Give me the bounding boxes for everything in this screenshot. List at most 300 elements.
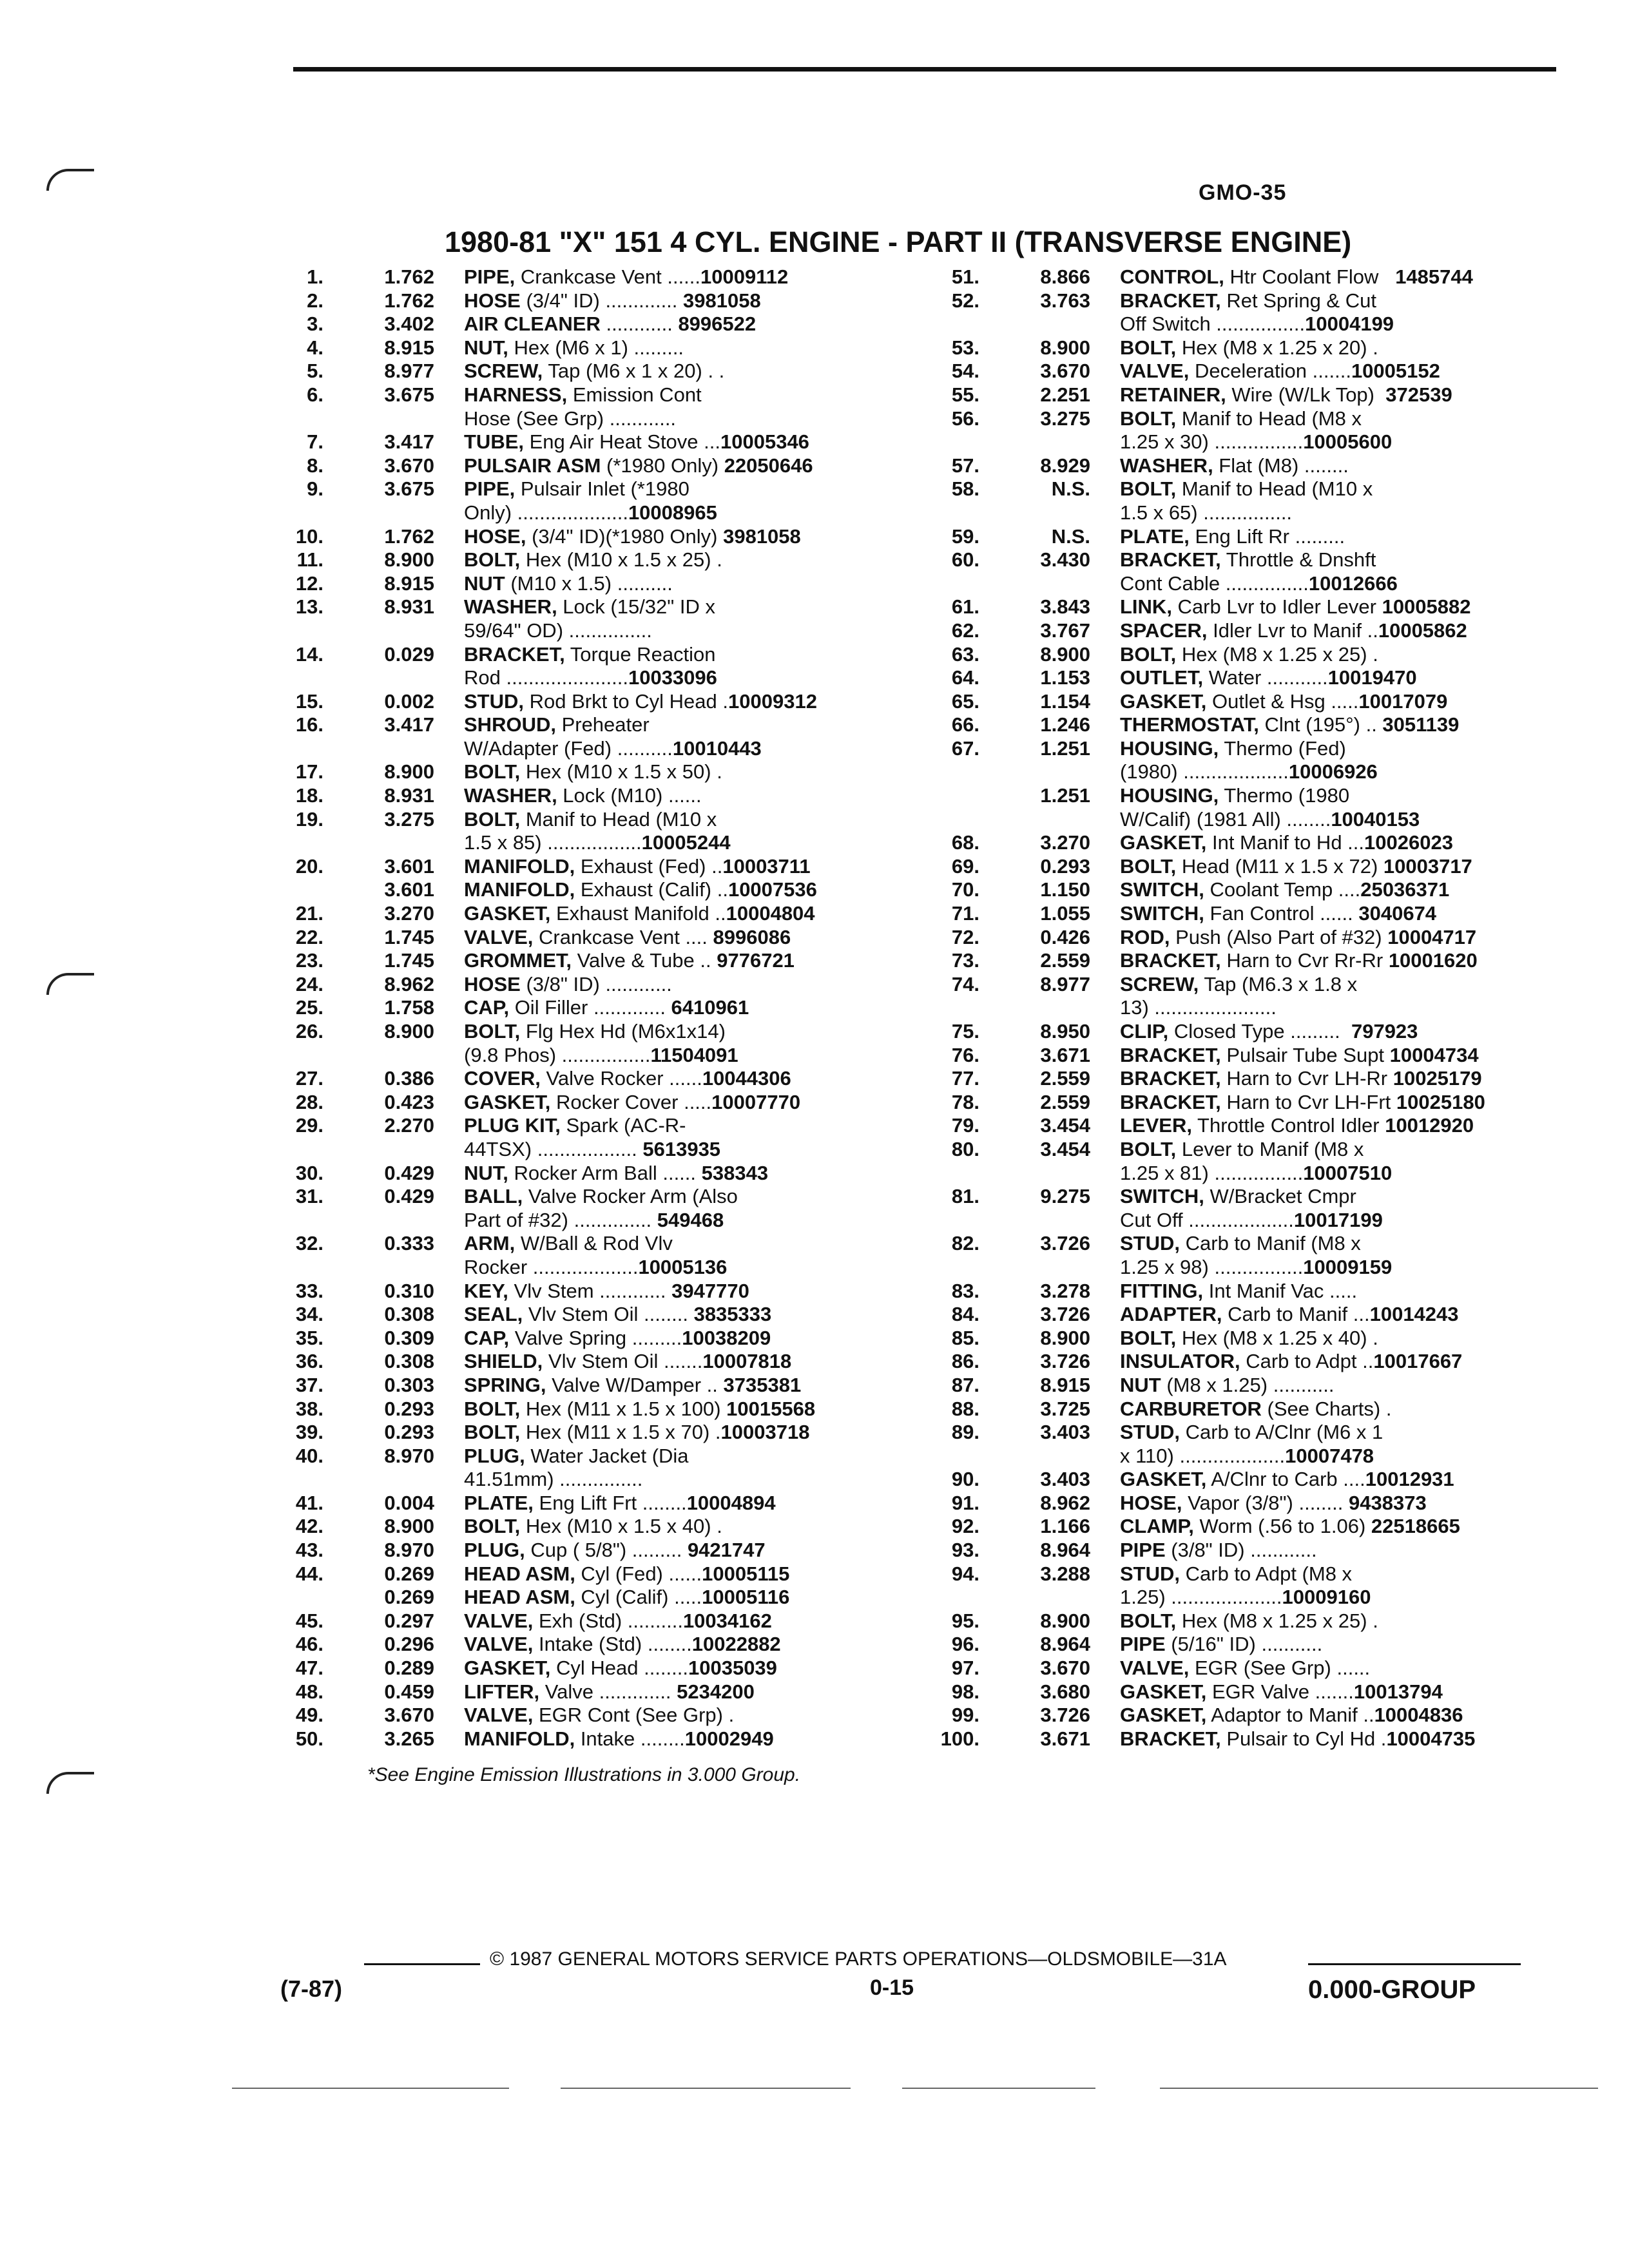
part-description	[464, 1421, 896, 1445]
part-detail: Lock (M10) ......	[557, 784, 702, 807]
part-number: 549468	[657, 1208, 724, 1231]
part-number: 10007818	[702, 1350, 792, 1373]
part-description	[464, 289, 896, 313]
part-detail: Lever to Manif (M8 x	[1176, 1137, 1364, 1160]
group-number: 8.929	[1040, 454, 1090, 477]
part-number: 10004735	[1386, 1727, 1476, 1750]
group-number: 3.726	[1040, 1232, 1090, 1255]
parts-row	[933, 454, 1552, 478]
group-number: 0.459	[384, 1680, 434, 1703]
part-number: 10003718	[720, 1421, 810, 1444]
part-name: AIR CLEANER	[464, 312, 601, 336]
part-detail: Eng Lift Rr .........	[1189, 524, 1345, 548]
item-number: 49.	[295, 1704, 323, 1727]
parts-row	[277, 1398, 896, 1421]
part-detail: Water Jacket (Dia	[525, 1444, 689, 1467]
part-number: 10019470	[1327, 666, 1417, 689]
part-name: MANIFOLD,	[464, 1727, 575, 1750]
parts-row	[933, 572, 1552, 596]
part-description	[464, 595, 896, 619]
part-description	[1120, 1067, 1552, 1091]
item-number: 35.	[295, 1326, 323, 1349]
item-number: 32.	[295, 1232, 323, 1255]
part-number: 10007478	[1285, 1444, 1374, 1467]
part-name: BOLT,	[1120, 336, 1177, 359]
part-description	[1120, 855, 1552, 879]
parts-row	[277, 1492, 896, 1515]
part-detail: Flg Hex Hd (M6x1x14)	[520, 1020, 726, 1043]
part-description	[1120, 1727, 1552, 1751]
parts-row	[933, 784, 1552, 808]
parts-row	[277, 1327, 896, 1350]
part-detail: Valve .............	[539, 1680, 677, 1703]
part-description	[1120, 737, 1552, 761]
parts-row	[277, 1445, 896, 1468]
part-detail: Int Manif to Hd ...	[1206, 831, 1365, 854]
part-name: STUD,	[1120, 1232, 1180, 1255]
part-description	[1120, 360, 1552, 383]
part-detail: Thermo (1980	[1219, 784, 1350, 807]
group-number: 8.900	[1040, 1609, 1090, 1632]
part-number: 10005116	[702, 1586, 790, 1609]
part-detail: Ret Spring & Cut	[1220, 289, 1376, 312]
part-name: GASKET,	[1120, 1680, 1207, 1703]
parts-row	[277, 1539, 896, 1562]
item-number: 56.	[951, 407, 979, 430]
part-detail: (3/4" ID) .............	[520, 289, 684, 312]
group-number: 8.900	[1040, 1326, 1090, 1349]
part-detail: Hex (M10 x 1.5 x 25) .	[520, 548, 722, 572]
part-detail: Exhaust Manifold ..	[550, 902, 726, 925]
part-description	[464, 1468, 896, 1492]
part-name: BRACKET,	[1120, 1043, 1221, 1066]
part-description	[464, 1067, 896, 1091]
parts-row	[277, 1232, 896, 1256]
part-description	[464, 973, 896, 997]
parts-list-left	[277, 265, 896, 1751]
page-number: 0-15	[870, 1975, 914, 2000]
part-description	[1120, 643, 1552, 667]
parts-row	[933, 1162, 1552, 1186]
part-number: 3040674	[1358, 902, 1437, 925]
part-description	[464, 525, 896, 549]
part-description	[1120, 289, 1552, 313]
group-number: 1.762	[384, 289, 434, 312]
group-number: 3.675	[384, 383, 434, 406]
group-number: 8.900	[384, 1515, 434, 1538]
item-number: 41.	[295, 1491, 323, 1514]
item-number: 89.	[951, 1421, 979, 1444]
part-description	[464, 643, 896, 667]
parts-row	[277, 1374, 896, 1398]
parts-row	[277, 1185, 896, 1209]
parts-row	[277, 1303, 896, 1327]
part-name: GROMMET,	[464, 949, 572, 972]
binding-mark	[46, 169, 94, 191]
parts-row	[277, 808, 896, 832]
part-description	[1120, 926, 1552, 950]
parts-row	[277, 878, 896, 902]
group-number: 3.601	[384, 854, 434, 878]
item-number: 46.	[295, 1633, 323, 1656]
part-name: PIPE,	[464, 477, 516, 501]
group-number: 0.309	[384, 1326, 434, 1349]
part-name: BOLT,	[464, 548, 521, 572]
part-description	[464, 713, 896, 737]
part-name: BOLT,	[1120, 642, 1177, 666]
part-name: BRACKET,	[1120, 1090, 1221, 1113]
item-number: 93.	[951, 1539, 979, 1562]
group-number: 3.843	[1040, 595, 1090, 619]
parts-row	[933, 1633, 1552, 1657]
part-number: 10044306	[702, 1067, 791, 1090]
part-name: COVER,	[464, 1067, 541, 1090]
group-number: 1.762	[384, 524, 434, 548]
item-number: 6.	[307, 383, 323, 406]
parts-row	[277, 1633, 896, 1657]
item-number: 55.	[951, 383, 979, 406]
group-number: 0.308	[384, 1303, 434, 1326]
item-number: 2.	[307, 289, 323, 312]
part-detail: x 110) ...................	[1120, 1444, 1286, 1467]
part-name: GASKET,	[1120, 1468, 1207, 1491]
part-name: GASKET,	[1120, 831, 1207, 854]
item-number: 16.	[295, 713, 323, 736]
part-description	[1120, 878, 1552, 902]
item-number: 62.	[951, 619, 979, 642]
parts-row	[933, 1704, 1552, 1727]
part-name: STUD,	[1120, 1562, 1180, 1585]
part-description	[464, 666, 896, 690]
part-description	[1120, 831, 1552, 855]
part-name: SCREW,	[464, 360, 543, 383]
parts-row	[277, 1586, 896, 1610]
part-name: PIPE	[1120, 1539, 1166, 1562]
parts-row	[933, 1020, 1552, 1044]
parts-row	[933, 1398, 1552, 1421]
item-number: 9.	[307, 477, 323, 501]
part-description	[1120, 1138, 1552, 1162]
part-detail: (9.8 Phos) ................	[464, 1043, 651, 1066]
group-number: 8.915	[384, 336, 434, 359]
item-number: 96.	[951, 1633, 979, 1656]
part-description	[1120, 1020, 1552, 1044]
item-number: 11.	[296, 548, 323, 572]
parts-row	[933, 289, 1552, 313]
part-number: 10002949	[684, 1727, 774, 1750]
item-number: 81.	[951, 1185, 979, 1208]
part-name: CLAMP,	[1120, 1515, 1194, 1538]
part-name: ROD,	[1120, 925, 1170, 948]
item-number: 94.	[951, 1562, 979, 1585]
group-number: 0.308	[384, 1350, 434, 1373]
group-number: 3.670	[384, 454, 434, 477]
item-number: 50.	[295, 1727, 323, 1750]
part-description	[1120, 760, 1552, 784]
part-name: HOUSING,	[1120, 784, 1219, 807]
item-number: 87.	[951, 1373, 979, 1396]
part-description	[464, 430, 896, 454]
part-detail: Cut Off ...................	[1120, 1208, 1294, 1231]
part-description	[1120, 902, 1552, 926]
part-detail: Exhaust (Calif) ..	[575, 878, 728, 901]
part-detail: EGR (See Grp) ......	[1189, 1657, 1371, 1680]
item-number: 12.	[295, 572, 323, 595]
part-detail: Manif to Head (M10 x	[1176, 477, 1373, 501]
part-description	[1120, 265, 1552, 289]
part-name: PIPE,	[464, 265, 516, 288]
part-description	[1120, 1680, 1552, 1704]
group-number: 8.964	[1040, 1539, 1090, 1562]
part-name: BOLT,	[1120, 1326, 1177, 1349]
parts-row	[277, 1421, 896, 1445]
item-number: 74.	[951, 972, 979, 995]
parts-row	[933, 1114, 1552, 1138]
part-number: 10005862	[1378, 619, 1467, 642]
group-number: 1.154	[1040, 689, 1090, 713]
part-description	[464, 1586, 896, 1610]
part-detail: Hex (M10 x 1.5 x 50) .	[520, 760, 722, 783]
part-detail: (3/4" ID)(*1980 Only)	[526, 524, 724, 548]
part-name: WASHER,	[464, 595, 557, 619]
item-number: 76.	[951, 1043, 979, 1066]
part-description	[1120, 1657, 1552, 1680]
part-detail: Tap (M6 x 1 x 20) . .	[543, 360, 725, 383]
part-name: INSULATOR,	[1120, 1350, 1240, 1373]
part-number: 10007536	[728, 878, 817, 901]
part-description	[464, 572, 896, 596]
item-number: 10.	[295, 524, 323, 548]
part-name: PLUG KIT,	[464, 1114, 561, 1137]
part-description	[1120, 1185, 1552, 1209]
parts-row	[277, 548, 896, 572]
parts-row	[277, 996, 896, 1020]
part-number: 11504091	[650, 1043, 738, 1066]
part-number: 797923	[1351, 1020, 1418, 1043]
part-description	[1120, 1091, 1552, 1115]
item-number: 68.	[951, 831, 979, 854]
group-number: 8.970	[384, 1444, 434, 1467]
parts-row	[933, 666, 1552, 690]
scan-line	[1160, 2088, 1598, 2089]
part-detail: Throttle & Dnshft	[1220, 548, 1376, 572]
part-name: NUT,	[464, 336, 508, 359]
item-number: 5.	[307, 360, 323, 383]
part-description	[464, 1633, 896, 1657]
part-detail: Cont Cable ...............	[1120, 572, 1309, 595]
part-name: MANIFOLD,	[464, 854, 575, 878]
part-description	[464, 831, 896, 855]
group-number: 8.962	[384, 972, 434, 995]
part-description	[464, 407, 896, 431]
parts-row	[277, 1680, 896, 1704]
part-number: 10007770	[711, 1090, 801, 1113]
part-detail: Htr Coolant Flow	[1224, 265, 1396, 288]
part-description	[464, 784, 896, 808]
part-detail: Outlet & Hsg .....	[1206, 689, 1359, 713]
group-label: 0.000-GROUP	[1308, 1975, 1476, 2004]
parts-row	[933, 1468, 1552, 1492]
item-number: 86.	[951, 1350, 979, 1373]
part-number: 10005115	[702, 1562, 790, 1585]
part-description	[1120, 973, 1552, 997]
parts-row	[277, 949, 896, 973]
part-detail: Vlv Stem Oil ........	[523, 1303, 694, 1326]
parts-row	[933, 1044, 1552, 1068]
part-description	[464, 1303, 896, 1327]
part-name: BOLT,	[1120, 1137, 1177, 1160]
part-description	[464, 360, 896, 383]
part-number: 10012931	[1365, 1468, 1454, 1491]
footer-rule-right	[1308, 1963, 1521, 1965]
part-detail: Valve & Tube ..	[572, 949, 717, 972]
part-detail: Torque Reaction	[564, 642, 716, 666]
part-detail: Carb to Adpt ..	[1240, 1350, 1374, 1373]
item-number: 25.	[295, 996, 323, 1019]
part-name: BOLT,	[464, 1421, 521, 1444]
part-description	[1120, 1398, 1552, 1421]
part-detail: Crankcase Vent ....	[533, 925, 713, 948]
part-number: 10007510	[1303, 1161, 1393, 1184]
part-number: 10005600	[1303, 430, 1393, 454]
parts-row	[933, 1492, 1552, 1515]
part-detail: Harn to Cvr Rr-Rr	[1220, 949, 1389, 972]
group-number: 1.055	[1040, 902, 1090, 925]
part-name: CLIP,	[1120, 1020, 1169, 1043]
item-number: 57.	[951, 454, 979, 477]
parts-row	[277, 360, 896, 383]
part-name: LEVER,	[1120, 1114, 1192, 1137]
page-code: GMO-35	[1199, 180, 1287, 205]
parts-row	[933, 1256, 1552, 1280]
part-detail: Thermo (Fed)	[1219, 736, 1346, 760]
part-detail: Rocker Cover .....	[550, 1090, 712, 1113]
part-number: 22050646	[724, 454, 813, 477]
part-description	[464, 1445, 896, 1468]
part-name: MANIFOLD,	[464, 878, 575, 901]
parts-row	[933, 973, 1552, 997]
part-name: HOSE	[464, 289, 521, 312]
item-number: 36.	[295, 1350, 323, 1373]
part-name: GASKET,	[1120, 1704, 1207, 1727]
item-number: 95.	[951, 1609, 979, 1632]
item-number: 66.	[951, 713, 979, 736]
part-description	[464, 1020, 896, 1044]
part-name: VALVE,	[464, 1704, 534, 1727]
item-number: 78.	[951, 1090, 979, 1113]
group-number: 0.429	[384, 1185, 434, 1208]
part-name: SHROUD,	[464, 713, 556, 736]
part-detail: Spark (AC-R-	[560, 1114, 686, 1137]
parts-row	[933, 1350, 1552, 1374]
parts-row	[933, 1232, 1552, 1256]
parts-row	[933, 1303, 1552, 1327]
part-name: BOLT,	[1120, 477, 1177, 501]
part-detail: Rocker ...................	[464, 1255, 639, 1278]
parts-row	[933, 1327, 1552, 1350]
part-detail: Hex (M8 x 1.25 x 25) .	[1176, 642, 1378, 666]
group-number: 3.403	[1040, 1468, 1090, 1491]
item-number: 48.	[295, 1680, 323, 1703]
group-number: 3.671	[1040, 1043, 1090, 1066]
part-name: BRACKET,	[1120, 1727, 1221, 1750]
part-detail: Eng Lift Frt ........	[533, 1491, 687, 1514]
footer-rule-left	[364, 1963, 480, 1965]
part-name: GASKET,	[464, 1657, 551, 1680]
parts-row	[933, 265, 1552, 289]
part-name: CONTROL,	[1120, 265, 1224, 288]
part-description	[1120, 808, 1552, 832]
part-name: STUD,	[464, 689, 524, 713]
part-description	[464, 548, 896, 572]
part-name: CARBURETOR	[1120, 1397, 1262, 1420]
part-detail: 44TSX) ..................	[464, 1137, 643, 1160]
group-number: 3.670	[1040, 360, 1090, 383]
part-description	[1120, 595, 1552, 619]
part-description	[1120, 1327, 1552, 1350]
part-description	[464, 855, 896, 879]
part-number: 3835333	[693, 1303, 772, 1326]
part-number: 10012920	[1385, 1114, 1474, 1137]
part-detail: Exhaust (Fed) ..	[575, 854, 723, 878]
parts-row	[933, 1586, 1552, 1610]
parts-row	[933, 1445, 1552, 1468]
item-number: 63.	[951, 642, 979, 666]
scan-line	[232, 2088, 509, 2089]
part-description	[464, 1256, 896, 1280]
part-name: BOLT,	[1120, 854, 1177, 878]
group-number: 3.417	[384, 430, 434, 454]
scan-line	[902, 2088, 1095, 2089]
group-number: 1.762	[384, 265, 434, 288]
part-description	[1120, 1162, 1552, 1186]
part-number: 10004199	[1305, 312, 1394, 336]
item-number: 31.	[295, 1185, 323, 1208]
parts-row	[277, 1256, 896, 1280]
part-description	[464, 902, 896, 926]
part-number: 9776721	[717, 949, 795, 972]
part-description	[464, 1680, 896, 1704]
parts-row	[933, 713, 1552, 737]
part-detail: Adaptor to Manif ..	[1206, 1704, 1374, 1727]
group-number: 8.950	[1040, 1020, 1090, 1043]
item-number: 47.	[295, 1657, 323, 1680]
part-name: PLUG,	[464, 1444, 525, 1467]
part-description	[464, 1704, 896, 1727]
scan-line	[561, 2088, 851, 2089]
group-number: 0.423	[384, 1090, 434, 1113]
group-number: 8.977	[384, 360, 434, 383]
part-description	[464, 1185, 896, 1209]
part-description	[464, 1114, 896, 1138]
item-number: 13.	[295, 595, 323, 619]
item-number: 44.	[295, 1562, 323, 1585]
part-description	[464, 690, 896, 714]
part-description	[1120, 477, 1552, 501]
parts-row	[933, 312, 1552, 336]
part-description	[1120, 1468, 1552, 1492]
parts-row	[933, 1185, 1552, 1209]
part-description	[1120, 1586, 1552, 1610]
group-number: 0.297	[384, 1609, 434, 1632]
part-number: 10033096	[628, 666, 717, 689]
part-number: 10004894	[686, 1491, 776, 1514]
parts-row	[277, 1610, 896, 1633]
part-detail: EGR Cont (See Grp) .	[533, 1704, 735, 1727]
part-number: 10006926	[1288, 760, 1378, 783]
part-description	[464, 336, 896, 360]
parts-row	[933, 595, 1552, 619]
